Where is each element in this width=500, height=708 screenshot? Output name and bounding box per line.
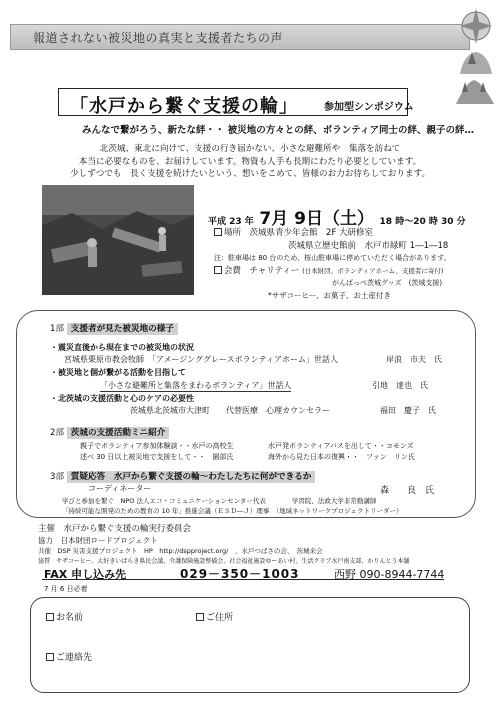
coordinator-bio: 「持続可能な開発のための教育の 10 年」推進会議（ＥＳＤ―Ｊ）理事 （地域ネットワークプロジェクトリーダー） (62, 507, 403, 515)
part1-item-detail: 「小さな避難所と集落をまわるボランティア」世話人 (100, 381, 292, 390)
place-name: 茨城県青少年会館 2F 大研修室 (249, 228, 374, 238)
refreshments: *サザコーヒー、お菓子、お土産付き (268, 290, 391, 300)
support-label: 協賛 (38, 558, 51, 565)
intro-text (30, 143, 470, 181)
place-label: 場所 (224, 228, 242, 238)
host-line (38, 522, 191, 534)
checkbox-icon (46, 613, 54, 621)
venue-place (214, 227, 451, 240)
header-banner (10, 24, 470, 50)
part1-item-detail: 宮城県栗原市教会牧師 「アメージンググレースボランティアホーム」世話人 (64, 355, 338, 364)
checkbox-icon (214, 266, 222, 274)
fax-deadline: 7 月 6 日必着 (44, 585, 88, 593)
event-date-time (208, 204, 466, 229)
address-field[interactable] (196, 610, 233, 623)
event-title: 「水戸から繋ぐ支援の輪」 (70, 96, 298, 117)
part1-header (50, 322, 178, 334)
fee-label: 会費 (224, 265, 242, 276)
part2-item: 述べ 30 日以上被災地で支援をして・・ 園部氏 (80, 453, 234, 461)
date-year: 平成 23 年 (208, 217, 254, 227)
support-line (38, 556, 409, 565)
part2-item: 水戸発ボランティアバスを出して・・コモンズ (268, 442, 414, 450)
part2-label: 2部 (50, 428, 65, 438)
banner-text: 報道されない被災地の真実と支援者たちの声 (33, 31, 284, 45)
part3-label: 3部 (50, 472, 65, 482)
part2-header (50, 426, 169, 438)
fee-value: チャリティー (249, 265, 300, 276)
host-name: 水戸から繋ぐ支援の輪実行委員会 (63, 524, 192, 534)
co-line (38, 546, 323, 555)
part1-label: 1部 (50, 324, 65, 334)
fax-contact: 西野 090-8944-7744 (334, 568, 445, 581)
part1-item-heading: ・震災直後から現在までの被災地の状況 (50, 343, 194, 352)
coop-label: 協力 (38, 536, 53, 545)
part2-item: 海外から見た日本の復興・・ ファン リン氏 (268, 453, 415, 461)
fax-label: FAX 申し込み先 (44, 568, 127, 581)
part1-item-heading: ・北茨城の支援活動と心のケアの必要性 (50, 394, 194, 403)
intro-line: 北茨城、東北に向けて、支援の行き届かない、小さな避難所や 集落を訪ねて (99, 144, 401, 154)
application-form (30, 597, 470, 693)
part3-title: 質疑応答 水戸から繋ぐ支援の輪～わたしたちに何ができるか (67, 471, 316, 483)
coop-line (38, 535, 158, 546)
address-label: ご住所 (206, 613, 234, 623)
name-label: お名前 (56, 613, 84, 623)
intro-line: 本当に必要なものを、お届けしています。物資も人手も長期にわたり必要としています。 (78, 156, 422, 167)
name-field[interactable] (46, 610, 83, 623)
checkbox-icon (196, 613, 204, 621)
fax-number: 029－350－1003 (180, 567, 300, 581)
co-label: 共催 (38, 547, 51, 555)
part3-header (50, 470, 315, 482)
part2-title: 茨城の支援活動ミニ紹介 (67, 427, 170, 439)
fee-note: (日本財団、ボランティアホーム、支援者に寄付) (302, 266, 444, 275)
coop-name: 日本財団ロードプロジェクト (60, 536, 158, 545)
event-time: 18 時～20 時 30 分 (379, 217, 466, 227)
host-label: 主催 (38, 524, 56, 534)
part1-item-detail: 茨城県北茨城市大津町 代替医療 心理カウンセラー (130, 406, 330, 415)
contact-label: ご連絡先 (56, 653, 93, 663)
star-flower-logo-icon (446, 4, 500, 114)
intro-line: 少しずつでも 長く支援を続けたいという、想いをこめて、皆様のお力お待ちしております。 (69, 169, 431, 179)
part1-item-names: 岸浪 市夫 氏 (386, 355, 442, 364)
checkbox-icon (46, 653, 54, 661)
fee-goods: がんばっぺ茨城グッズ (茨城支援) (332, 279, 443, 287)
part2-item: 親子でボランティア参加体験談・・水戸の高校生 (80, 442, 234, 450)
coordinator-label: コーディネーター (88, 484, 152, 493)
contact-field[interactable] (46, 650, 92, 663)
part1-title: 支援者が見た被災地の様子 (67, 323, 178, 335)
part1-item-names: 引地 達也 氏 (372, 381, 428, 390)
part1-item-names: 福田 慶子 氏 (380, 406, 436, 415)
venue-address: 茨城県立歴史館前 水戸市緑町 1―1―18 (288, 240, 449, 251)
disaster-area-photo (42, 185, 194, 295)
fee-line (214, 265, 451, 278)
support-name: サザコーヒー、大好きいばらき県民会議、介護保険施設整備会、社会福祉施設ゆーあい村、生活クラブ水戸南支部、かりんとう本舗 (56, 558, 410, 565)
part1-item-heading: ・被災地と個が繋がる活動を目指して (50, 368, 186, 377)
event-subtitle: 参加型シンポジウム (324, 102, 414, 113)
date-day: 7月 9日（土） (259, 209, 374, 229)
venue-info (214, 227, 451, 302)
event-tagline: みんなで繋がろう、新たな絆・・ 被災地の方々との絆、ボランティア同士の絆、親子の絆… (82, 125, 475, 136)
checkbox-icon (214, 228, 222, 236)
coordinator-bio: 学びと参加を繋ぐ NPO 法人エコ・コミュニケーションセンター代表 学習院、法政大学非常勤講師 (62, 497, 377, 505)
co-name: DSP 災害支援プロジェクト HP http://dspproject.org/ 、水戸つばさの会、 茨城来会 (57, 547, 323, 555)
parking-note: 注：駐車場は 80 台のため、桜山駐車場に停めていただく場合があります。 (214, 254, 451, 262)
coordinator-name: 森 良 氏 (380, 486, 435, 496)
